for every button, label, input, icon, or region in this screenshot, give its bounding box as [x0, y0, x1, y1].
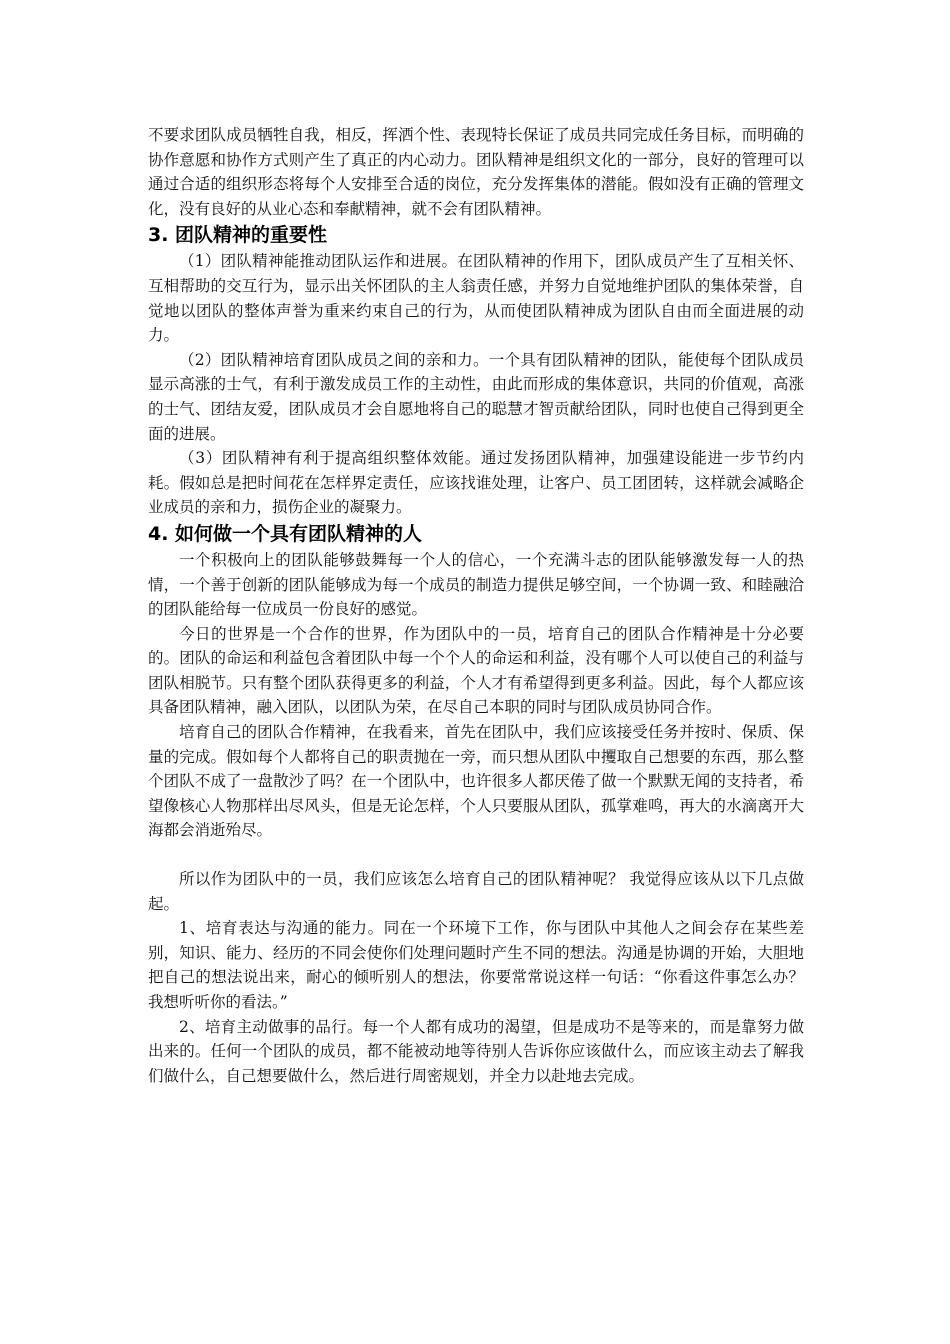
- paragraph: 所以作为团队中的一员，我们应该怎么培育自己的团队精神呢？ 我觉得应该从以下几点做起。: [148, 870, 804, 913]
- paragraph: 今日的世界是一个合作的世界，作为团队中的一员，培育自己的团队合作精神是十分必要的。团队的命运和利益包含着团队中每一个个人的命运和利益，没有哪个人可以使自己的利益与团队相脱节。只有整个团队获得更多的利益，个人才有希望得到更多利益。因此，每个人都应该具备团队精神，融入团队，以团队为荣，在尽自己本职的同时与团队成员协同合作。: [148, 624, 804, 717]
- paragraph: （2）团队精神培育团队成员之间的亲和力。一个具有团队精神的团队，能使每个团队成员显示高涨的士气，有利于激发成员工作的主动性，由此而形成的集体意识，共同的价值观，高涨的士气、团结友爱，团队成员才会自愿地将自己的聪慧才智贡献给团队，同时也使自己得到更全面的进展。: [148, 350, 804, 443]
- intro-paragraph: 不要求团队成员牺牲自我，相反，挥洒个性、表现特长保证了成员共同完成任务目标，而明确的协作意愿和协作方式则产生了真正的内心动力。团队精神是组织文化的一部分，良好的管理可以通过合适的组织形态将每个人安排至合适的岗位，充分发挥集体的潜能。假如没有正确的管理文化，没有良好的从业心态和奉献精神，就不会有团队精神。: [148, 126, 804, 218]
- paragraph: （1）团队精神能推动团队运作和进展。在团队精神的作用下，团队成员产生了互相关怀、互相帮助的交互行为，显示出关怀团队的主人翁责任感，并努力自觉地维护团队的集体荣誉，自觉地以团队的整体声誉为重来约束自己的行为，从而使团队精神成为团队自由而全面进展的动力。: [148, 252, 804, 345]
- document-body: [148, 123, 804, 1088]
- section-heading-how-to: 4. 如何做一个具有团队精神的人: [148, 522, 423, 545]
- paragraph: 一个积极向上的团队能够鼓舞每一个人的信心，一个充满斗志的团队能够激发每一人的热情，一个善于创新的团队能够成为每一个成员的制造力提供足够空间，一个协调一致、和睦融洽的团队能给每一位成员一份良好的感觉。: [148, 550, 804, 619]
- paragraph: 2、培育主动做事的品行。每一个人都有成功的渴望，但是成功不是等来的，而是靠努力做出来的。任何一个团队的成员，都不能被动地等待别人告诉你应该做什么，而应该主动去了解我们做什么，自己想要做什么，然后进行周密规划，并全力以赴地去完成。: [148, 1017, 804, 1085]
- section-heading-importance: 3. 团队精神的重要性: [148, 224, 328, 247]
- paragraph: （3）团队精神有利于提高组织整体效能。通过发扬团队精神，加强建设能进一步节约内耗。假如总是把时间花在怎样界定责任，应该找谁处理，让客户、员工团团转，这样就会减略企业成员的亲和力，损伤企业的凝聚力。: [148, 449, 804, 517]
- paragraph: 1、培育表达与沟通的能力。同在一个环境下工作，你与团队中其他人之间会存在某些差别，知识、能力、经历的不同会使你们处理问题时产生不同的想法。沟通是协调的开始，大胆地把自己的想法说出来，耐心的倾听别人的想法，你要常常说这样一句话：“你看这件事怎么办？我想听听你的看法。”: [148, 919, 804, 1011]
- paragraph: 培育自己的团队合作精神，在我看来，首先在团队中，我们应该接受任务并按时、保质、保量的完成。假如每个人都将自己的职责抛在一旁，而只想从团队中攫取自己想要的东西，那么整个团队不成了一盘散沙了吗？在一个团队中，也许很多人都厌倦了做一个默默无闻的支持者，希望像核心人物那样出尽风头，但是无论怎样，个人只要服从团队，孤掌难鸣，再大的水滴离开大海都会消逝殆尽。: [148, 723, 804, 840]
